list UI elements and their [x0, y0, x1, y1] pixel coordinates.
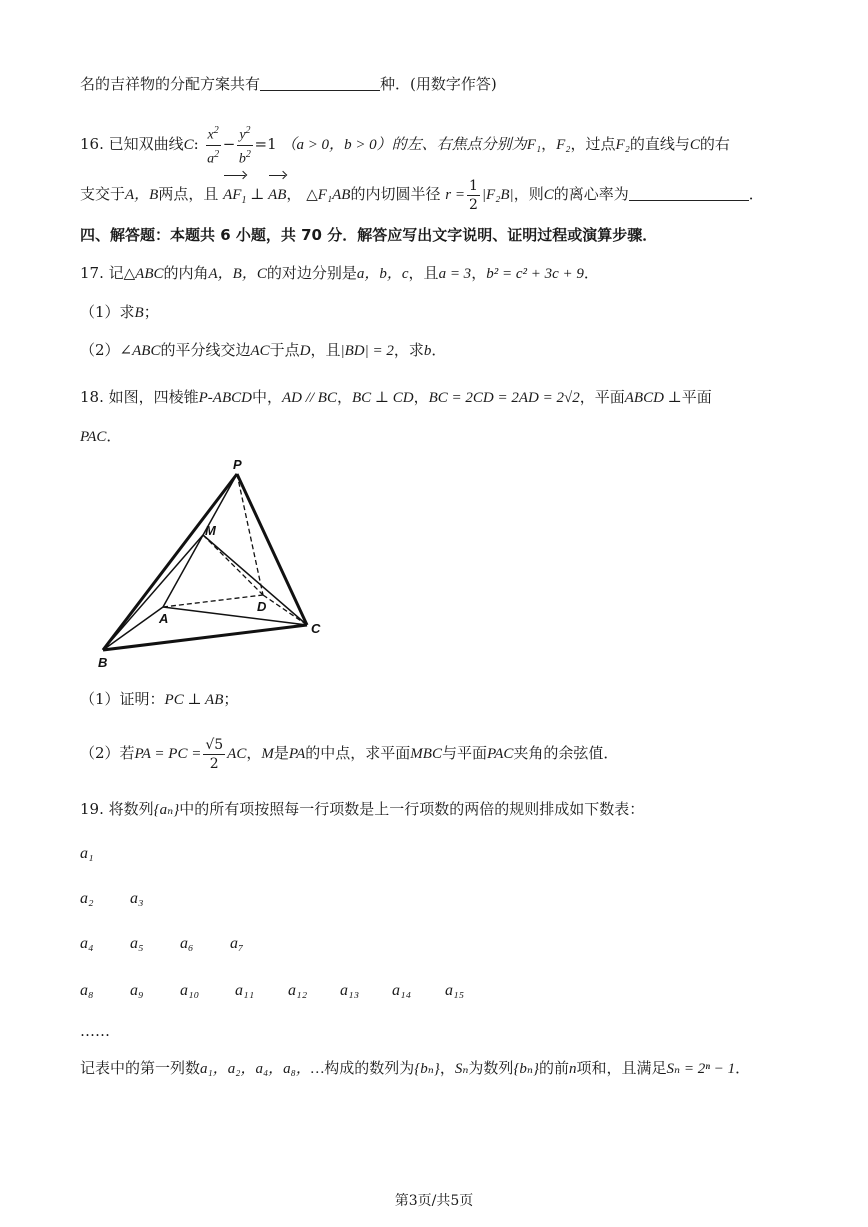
label-d: D — [257, 599, 267, 614]
q19-stem — [80, 798, 808, 821]
seq-term: a₁₄ — [392, 982, 412, 999]
q19-last-b: a₁，a₂，a₄，a₈，… — [200, 1061, 325, 1077]
edge-pb — [103, 474, 237, 650]
q18-d: AD // BC — [281, 390, 337, 406]
q16-f1: F₁ — [526, 137, 542, 154]
q16-curve-name: C — [183, 137, 194, 154]
q16-frac-half: $\frac{1}{2}$ — [468, 177, 478, 213]
q16-frac-y: $\frac{y^2}{b^2}$ — [237, 122, 252, 168]
q19-last-c: 构成的数列为 — [324, 1059, 415, 1077]
q19-last-f: Sₙ — [454, 1061, 469, 1077]
q18-p2-l: 夹角的余弦值． — [513, 744, 619, 762]
seq-term: a₁₃ — [340, 982, 360, 999]
q18-p2-g: PA — [288, 746, 306, 762]
q15-text-b: 种．(用数字作答) — [380, 75, 497, 93]
q16-l2-b: A，B — [125, 187, 159, 203]
q18-part-1 — [80, 688, 808, 711]
pyramid-figure — [80, 455, 340, 670]
q18-stem-line-2 — [80, 425, 808, 448]
q16-l2-c: 两点，且 — [158, 185, 219, 203]
q18-frac-num: √5 — [205, 736, 224, 753]
q16-l2-e: △F₁AB — [306, 187, 351, 203]
q17-j: b² = c² + 3c + 9 — [486, 266, 584, 282]
edge-md — [203, 535, 263, 595]
page-footer: 第3页/共5页 — [394, 1193, 474, 1209]
q16-line-2 — [80, 176, 808, 219]
edge-pa — [163, 474, 237, 607]
q18-part-2 — [80, 733, 808, 774]
q16-curve-name-b: C — [689, 137, 700, 154]
label-p: P — [233, 457, 242, 472]
seq-term: a₆ — [180, 935, 194, 952]
q17-i: ， — [471, 264, 487, 282]
q16-vector-relation: $AF_1$ ⊥ AB — [223, 187, 286, 203]
q16-line-1: 16. 已知双曲线C: $\frac{x^2}{a^2}$ − $\frac{y^2}{b^2}$ =1 （a > 0，b > 0）的左、右焦点分别为F₁，F₂，过点F₂的直线与C的右 — [80, 122, 808, 168]
q19-last-k: 项和，且满足 — [576, 1059, 667, 1077]
label-a: A — [159, 611, 169, 626]
edge-pd — [237, 474, 263, 595]
q17-stem — [80, 262, 808, 285]
q17-b: △ABC — [123, 266, 164, 282]
q17-part-1 — [80, 301, 808, 324]
q19-c: 中的所有项按照每一行项数是上一行项数的两倍的规则排成如下数表： — [179, 800, 645, 818]
q18-m: ． — [106, 427, 122, 445]
q17-h: a = 3 — [438, 266, 472, 282]
q18-f: BC ⊥ CD — [351, 390, 414, 406]
q18-p2-c: AC — [227, 746, 247, 762]
label-m: M — [205, 523, 216, 538]
q18-a: 18. 如图，四棱锥 — [80, 388, 199, 406]
q16-l2-a: 支交于 — [80, 185, 126, 203]
q19-last-g: 为数列 — [468, 1059, 514, 1077]
q19-last-e: ， — [439, 1059, 455, 1077]
q18-g: ， — [413, 388, 429, 406]
q17-p1-a: （1）求 — [80, 303, 135, 321]
seq-term: a₁₁ — [235, 982, 255, 999]
seq-term: a₁₂ — [288, 982, 308, 999]
q17-a: 17. 记 — [80, 264, 124, 282]
q17-p2-c: 的平分线交边 — [160, 341, 251, 359]
edge-pc — [237, 474, 307, 625]
q19-last-h: {bₙ} — [513, 1061, 540, 1077]
q17-d: A，B，C — [208, 266, 267, 282]
q17-p2-a: （2） — [80, 341, 120, 359]
q18-p1-c: ； — [223, 690, 239, 708]
q18-p2-k: PAC — [486, 746, 514, 762]
q19-b: {aₙ} — [153, 802, 180, 818]
q16-l2-i: ，则 — [513, 185, 544, 203]
q17-g: ，且 — [408, 264, 439, 282]
seq-term: a₅ — [130, 935, 144, 952]
q19-last-l: Sₙ = 2ⁿ − 1 — [666, 1061, 736, 1077]
q17-k: ． — [583, 264, 599, 282]
seq-term: a₁₅ — [445, 982, 465, 999]
q18-j: ABCD ⊥ — [624, 390, 682, 406]
seq-term: a₁ — [80, 845, 94, 862]
q18-k: 平面 — [681, 388, 712, 406]
seq-term: a₁₀ — [180, 982, 200, 999]
label-c: C — [311, 621, 321, 636]
q18-p2-j: 与平面 — [441, 744, 487, 762]
seq-term: a₈ — [80, 982, 94, 999]
q17-p2-e: 于点 — [269, 341, 300, 359]
q16-l2-f: 的内切圆半径 — [350, 185, 441, 203]
q16-l2-d: ， — [286, 185, 302, 203]
q16-number: 16. — [80, 135, 104, 154]
q19-last-m: ． — [735, 1059, 751, 1077]
q16-text: 已知双曲线 — [108, 135, 184, 154]
q18-stem-line-1 — [80, 386, 808, 409]
q18-frac-den: 2 — [209, 755, 219, 772]
label-b: B — [98, 655, 108, 670]
q16-text-3: 的直线与 — [629, 135, 690, 154]
q16-colon: : — [193, 135, 199, 154]
q16-l2-g: r = — [445, 187, 465, 203]
q16-l2-h: |F₂B| — [481, 187, 514, 203]
q19-last-j: n — [569, 1061, 577, 1077]
q18-i: ，平面 — [579, 388, 625, 406]
seq-term: a₂ — [80, 890, 94, 907]
q18-p2-e: M — [261, 746, 274, 762]
q19-last-line — [80, 1057, 808, 1080]
q16-cond-a: （a > 0， — [281, 137, 345, 154]
q16-f2-b: F₂ — [615, 137, 630, 154]
q18-h: BC = 2CD = 2AD = 2√2 — [428, 390, 580, 406]
q18-p2-b: PA = PC = — [134, 746, 202, 762]
q15-answer-blank[interactable] — [260, 74, 380, 91]
q17-p2-f: D — [299, 343, 311, 359]
q16-l2-k: ． — [748, 185, 764, 203]
q16-frac-x: $\frac{x^2}{a^2}$ — [206, 122, 221, 168]
q17-p2-k: ． — [431, 341, 447, 359]
q18-p2-f: 是 — [273, 744, 289, 762]
q18-p2-i: MBC — [410, 746, 442, 762]
q18-l: PAC — [80, 429, 107, 445]
q17-p2-i: ，求 — [393, 341, 424, 359]
section-4-heading: 四、解答题：本题共 6 小题，共 70 分．解答应写出文字说明、证明过程或演算步骤． — [80, 226, 658, 244]
seq-term: a₉ — [130, 982, 144, 999]
q17-p2-b: ∠ABC — [119, 343, 161, 359]
seq-term: a₃ — [130, 890, 144, 907]
q16-curve-name-c: C — [543, 187, 554, 203]
seq-term: a₇ — [230, 935, 244, 952]
seq-term: a₄ — [80, 935, 94, 952]
q17-p2-j: b — [423, 343, 432, 359]
q16-eq-tail: =1 — [254, 135, 277, 154]
q16-l2-j: 的离心率为 — [553, 185, 629, 203]
edge-mb — [103, 535, 203, 650]
q19-ellipsis: …… — [80, 1022, 110, 1040]
q16-text-4: 的右 — [699, 135, 730, 154]
q17-c: 的内角 — [163, 264, 209, 282]
q18-p1-b: PC ⊥ AB — [164, 692, 224, 708]
q18-p2-a: （2）若 — [80, 744, 135, 762]
q17-e: 的对边分别是 — [266, 264, 357, 282]
q16-cond-b: b > 0）的左、右焦点分别为 — [344, 137, 527, 154]
q19-last-d: {bₙ} — [414, 1061, 440, 1077]
q15-tail — [80, 73, 808, 95]
q19-last-i: 的前 — [539, 1059, 570, 1077]
q18-b: P-ABCD — [198, 390, 252, 406]
q17-f: a，b，c — [356, 266, 409, 282]
q16-text-2: ，过点 — [570, 135, 616, 154]
q19-a: 19. 将数列 — [80, 800, 154, 818]
q17-p1-b: B — [134, 305, 144, 321]
q16-f2: F₂ — [556, 137, 571, 154]
q18-p1-a: （1）证明： — [80, 690, 165, 708]
q18-frac-sqrt5-over-2 — [203, 736, 225, 773]
q16-answer-blank[interactable] — [629, 184, 749, 201]
q18-p2-d: ， — [246, 744, 262, 762]
q18-c: 中， — [251, 388, 282, 406]
q17-p1-c: ； — [143, 303, 159, 321]
q17-p2-g: ，且 — [310, 341, 341, 359]
q15-text-a: 名的吉祥物的分配方案共有 — [80, 75, 261, 93]
edge-mc — [203, 535, 307, 625]
edge-ad — [163, 595, 263, 607]
q19-last-a: 记表中的第一列数 — [80, 1059, 201, 1077]
q17-p2-d: AC — [250, 343, 270, 359]
q18-p2-h: 的中点，求平面 — [305, 744, 411, 762]
q17-p2-h: |BD| = 2 — [340, 343, 394, 359]
q18-e: ， — [336, 388, 352, 406]
q17-part-2 — [80, 339, 808, 362]
